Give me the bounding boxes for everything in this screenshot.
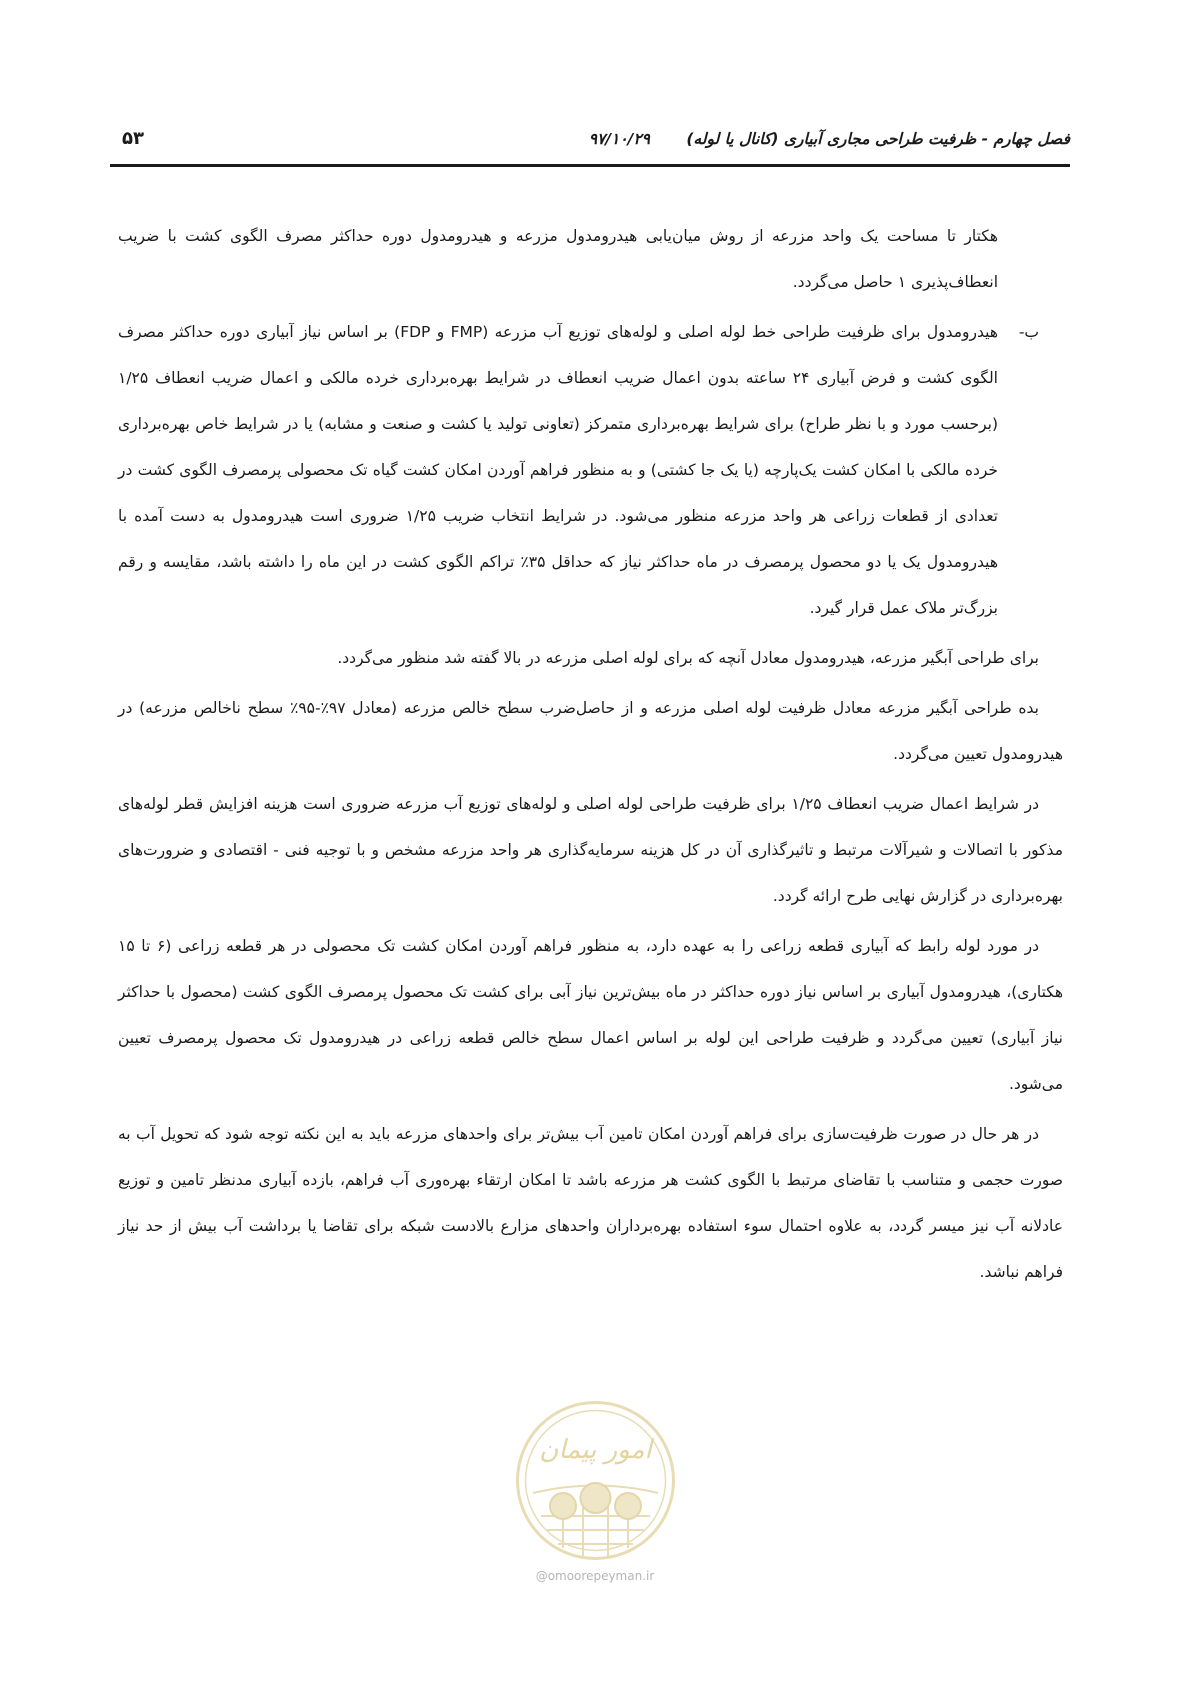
list-item-b-text: هیدرومدول برای ظرفیت طراحی خط لوله اصلی و لوله‌های توزیع آب مزرعه (FMP و FDP) بر اساس نیاز آبیاری دوره حداکثر مصرف الگوی کشت و فرض آبیاری ۲۴ ساعته بدون اعمال ضریب انعطاف در شرایط بهره‌برداری خرده مالکی و اعمال ضریب انعطاف ۱/۲۵ (برحسب مورد و با نظر طراح) برای شرایط بهره‌برداری متمرکز (تعاونی تولید یا کشت و صنعت و مشابه) یا در شرایط خاص بهره‌برداری خرده مالکی با امکان کشت یک‌پارچه (یا یک جا کشتی) و به منظور فراهم آوردن امکان کشت گیاه تک محصولی پرمصرف الگوی کشت در تعدادی از قطعات زراعی هر واحد مزرعه منظور می‌شود. در شرایط انتخاب ضریب ۱/۲۵ ضروری است هیدرومدول به دست آمده با هیدرومدول یک یا دو محصول پرمصرف در ماه حداکثر نیاز که حداقل ۳۵٪ تراکم الگوی کشت در این ماه را داشته باشد، مقایسه و رقم بزرگ‌تر ملاک عمل قرار گیرد. bbox=[118, 323, 998, 617]
page-number: ۵۳ bbox=[122, 128, 144, 149]
watermark-website: @omoorepeyman.ir bbox=[535, 1569, 655, 1583]
watermark-logo bbox=[513, 1398, 678, 1563]
page-header bbox=[110, 128, 1070, 168]
paragraph-continuation: هکتار تا مساحت یک واحد مزرعه از روش میان‌یابی هیدرومدول مزرعه و هیدرومدول دوره حداکثر مصرف الگوی کشت با ضریب انعطاف‌پذیری ۱ حاصل می‌گردد. bbox=[118, 227, 998, 291]
body-text bbox=[118, 213, 1063, 1299]
watermark-logo-text: امور پیمان bbox=[539, 1435, 652, 1465]
chapter-title: فصل چهارم - ظرفیت طراحی مجاری آبیاری (کانال یا لوله) bbox=[686, 130, 1070, 148]
paragraph-capacity-building: در هر حال در صورت ظرفیت‌سازی برای فراهم آوردن امکان تامین آب بیش‌تر برای واحدهای مزرعه باید به این نکته توجه شود که تحویل آب به صورت حجمی و متناسب با تقاضای مرتبط با الگوی کشت هر مزرعه باشد تا امکان ارتقاء بهره‌وری آب فراهم، بازده آبیاری مدنظر تامین و توزیع عادلانه آب نیز میسر گردد، به علاوه احتمال سوء استفاده بهره‌برداران واحدهای مزارع بالادست شبکه برای تقاضا یا برداشت آب بیش از حد نیاز فراهم نباشد. bbox=[118, 1125, 1063, 1281]
header-date: ۹۷/۱۰/۲۹ bbox=[588, 130, 650, 148]
paragraph-connector-pipe: در مورد لوله رابط که آبیاری قطعه زراعی را به عهده دارد، به منظور فراهم آوردن امکان کشت تک محصولی در هر قطعه زراعی (۶ تا ۱۵ هکتاری)، هیدرومدول آبیاری بر اساس نیاز دوره حداکثر در ماه بیش‌ترین نیاز آبی برای کشت تک محصول پرمصرف الگوی کشت (محصول با حداکثر نیاز آبیاری) تعیین می‌گردد و ظرفیت طراحی این لوله بر اساس اعمال سطح خالص قطعه زراعی در هیدرومدول تک محصول پرمصرف تعیین می‌شود. bbox=[118, 937, 1063, 1093]
paragraph-flexibility-factor: در شرایط اعمال ضریب انعطاف ۱/۲۵ برای ظرفیت طراحی لوله اصلی و لوله‌های توزیع آب مزرعه ضروری است هزینه افزایش قطر لوله‌های مذکور با اتصالات و شیرآلات مرتبط و تاثیرگذاری آن در کل هزینه سرمایه‌گذاری هر واحد مزرعه مشخص و با توجیه فنی - اقتصادی و ضرورت‌های بهره‌برداری در گزارش نهایی طرح ارائه گردد. bbox=[118, 795, 1063, 905]
paragraph-design-discharge: بده طراحی آبگیر مزرعه معادل ظرفیت لوله اصلی مزرعه و از حاصل‌ضرب سطح خالص مزرعه (معادل ۹۷٪-۹۵٪ سطح ناخالص مزرعه) در هیدرومدول تعیین می‌گردد. bbox=[118, 699, 1063, 763]
paragraph-farm-intake: برای طراحی آبگیر مزرعه، هیدرومدول معادل آنچه که برای لوله اصلی مزرعه در بالا گفته شد منظور می‌گردد. bbox=[337, 649, 1039, 667]
list-item-b bbox=[118, 309, 1063, 631]
list-marker-b: ب- bbox=[1018, 323, 1039, 341]
header-divider bbox=[110, 164, 1070, 167]
